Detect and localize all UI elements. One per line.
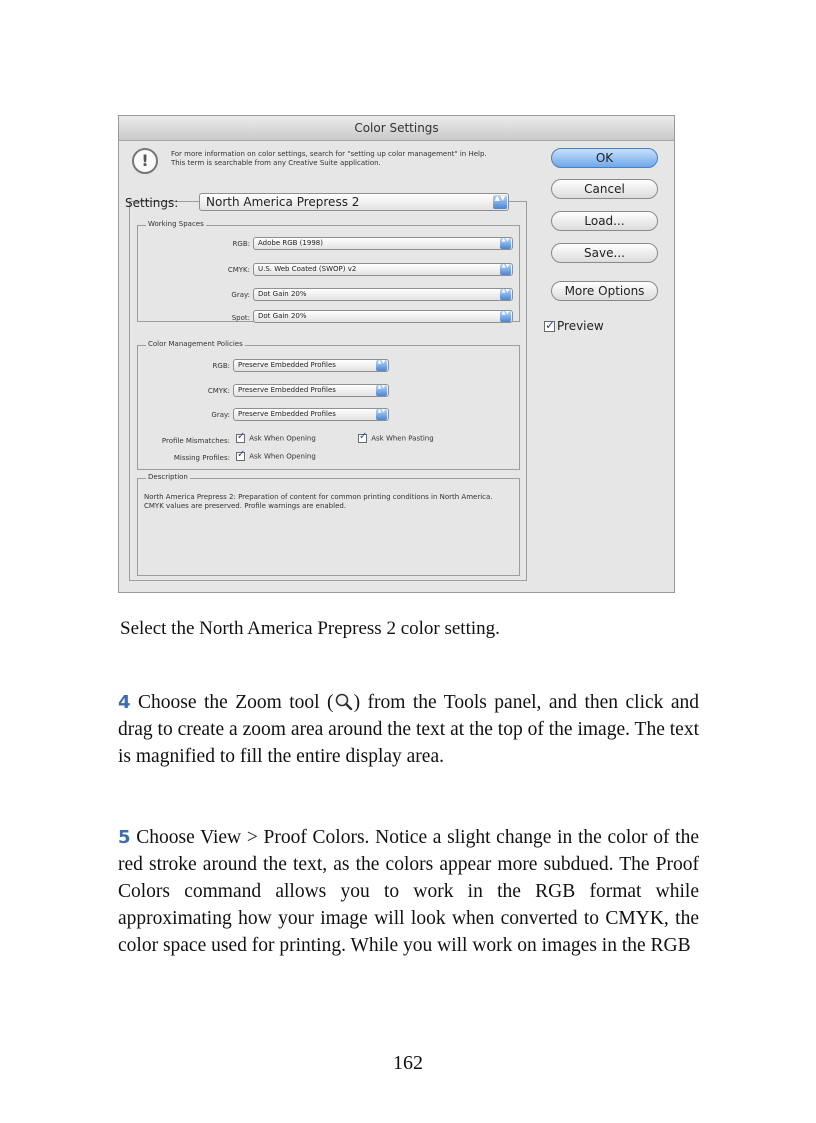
description-group bbox=[137, 473, 520, 576]
pol-rgb-value: Preserve Embedded Profiles bbox=[238, 361, 336, 369]
ws-spot-value: Dot Gain 20% bbox=[258, 312, 307, 320]
ask-pasting-checkbox[interactable] bbox=[358, 434, 434, 443]
pol-gray-select[interactable] bbox=[233, 408, 389, 421]
more-options-button[interactable]: More Options bbox=[551, 281, 658, 301]
ws-cmyk-label: CMYK: bbox=[227, 266, 250, 274]
profile-mismatches-label: Profile Mismatches: bbox=[161, 437, 230, 445]
page-number: 162 bbox=[393, 1052, 423, 1074]
preview-label: Preview bbox=[557, 319, 604, 333]
ws-spot-select[interactable] bbox=[253, 310, 513, 323]
alert-icon: ! bbox=[132, 148, 158, 174]
missing-ask-opening-checkbox[interactable] bbox=[236, 452, 316, 461]
popup-arrows-icon: ▲▼ bbox=[500, 289, 511, 300]
popup-arrows-icon: ▲▼ bbox=[376, 360, 387, 371]
step-5-number: 5 bbox=[118, 827, 131, 848]
ws-rgb-label: RGB: bbox=[232, 240, 250, 248]
popup-arrows-icon: ▲▼ bbox=[500, 238, 511, 249]
figure-caption: Select the North America Prepress 2 color setting. bbox=[120, 618, 500, 639]
check-icon[interactable] bbox=[236, 452, 245, 461]
cancel-button[interactable]: Cancel bbox=[551, 179, 658, 199]
step-4-number: 4 bbox=[118, 692, 131, 713]
pol-cmyk-select[interactable] bbox=[233, 384, 389, 397]
step-5-text: Choose View > Proof Colors. Notice a slight change in the color of the red stroke around the text, as the colors appear more subdued. The Proof Colors command allows you to work in the RGB format while approximating how your image will look when converted to CMYK, the color space used for printing. While you will work on images in the RGB bbox=[118, 827, 699, 956]
pol-gray-label: Gray: bbox=[211, 411, 230, 419]
pol-gray-value: Preserve Embedded Profiles bbox=[238, 410, 336, 418]
ws-gray-value: Dot Gain 20% bbox=[258, 290, 307, 298]
working-spaces-legend: Working Spaces bbox=[148, 220, 204, 228]
ask-pasting-label: Ask When Pasting bbox=[371, 434, 434, 443]
ask-opening-label: Ask When Opening bbox=[249, 434, 316, 443]
pol-cmyk-value: Preserve Embedded Profiles bbox=[238, 386, 336, 394]
color-settings-dialog-screenshot bbox=[118, 115, 675, 593]
ws-rgb-value: Adobe RGB (1998) bbox=[258, 239, 323, 247]
popup-arrows-icon: ▲▼ bbox=[500, 264, 511, 275]
ask-opening-checkbox[interactable] bbox=[236, 434, 316, 443]
ok-button[interactable]: OK bbox=[551, 148, 658, 168]
popup-arrows-icon: ▲▼ bbox=[493, 195, 507, 209]
working-spaces-group bbox=[137, 220, 520, 322]
settings-label: Settings: bbox=[125, 196, 179, 210]
missing-ask-opening-label: Ask When Opening bbox=[249, 452, 316, 461]
zoom-icon bbox=[334, 693, 354, 710]
pol-rgb-label: RGB: bbox=[212, 362, 230, 370]
settings-group bbox=[129, 201, 527, 581]
load-button[interactable]: Load... bbox=[551, 211, 658, 231]
ws-cmyk-select[interactable] bbox=[253, 263, 513, 276]
pol-rgb-select[interactable] bbox=[233, 359, 389, 372]
check-icon[interactable] bbox=[236, 434, 245, 443]
ws-gray-label: Gray: bbox=[231, 291, 250, 299]
popup-arrows-icon: ▲▼ bbox=[500, 311, 511, 322]
dialog-title: Color Settings bbox=[119, 116, 674, 141]
step-4-text-after: ) from the Tools panel, and then click and drag to create a zoom area around the text at the top of the image. The text is magnified to fill the entire display area. bbox=[118, 692, 700, 767]
popup-arrows-icon: ▲▼ bbox=[376, 409, 387, 420]
description-legend: Description bbox=[148, 473, 188, 481]
ws-gray-select[interactable] bbox=[253, 288, 513, 301]
settings-value: North America Prepress 2 bbox=[206, 195, 360, 209]
ws-rgb-select[interactable] bbox=[253, 237, 513, 250]
step-5-paragraph bbox=[118, 824, 699, 959]
popup-arrows-icon: ▲▼ bbox=[376, 385, 387, 396]
check-icon[interactable] bbox=[358, 434, 367, 443]
step-4-text-before: Choose the Zoom tool ( bbox=[138, 692, 334, 713]
step-4-paragraph bbox=[118, 689, 699, 770]
preview-checkbox[interactable] bbox=[544, 319, 604, 333]
missing-profiles-label: Missing Profiles: bbox=[173, 454, 230, 462]
info-text: For more information on color settings, search for "setting up color management" in Help. This term is searchable from any Creative Suite application. bbox=[171, 150, 487, 167]
policies-legend: Color Management Policies bbox=[148, 340, 243, 348]
ws-cmyk-value: U.S. Web Coated (SWOP) v2 bbox=[258, 265, 357, 273]
policies-group bbox=[137, 340, 520, 470]
description-text: North America Prepress 2: Preparation of content for common printing conditions in North America. CMYK values are preserved. Profile warnings are enabled. bbox=[144, 493, 493, 510]
pol-cmyk-label: CMYK: bbox=[207, 387, 230, 395]
settings-select[interactable] bbox=[199, 193, 509, 211]
save-button[interactable]: Save... bbox=[551, 243, 658, 263]
ws-spot-label: Spot: bbox=[231, 314, 250, 322]
preview-check-icon[interactable] bbox=[544, 321, 555, 332]
